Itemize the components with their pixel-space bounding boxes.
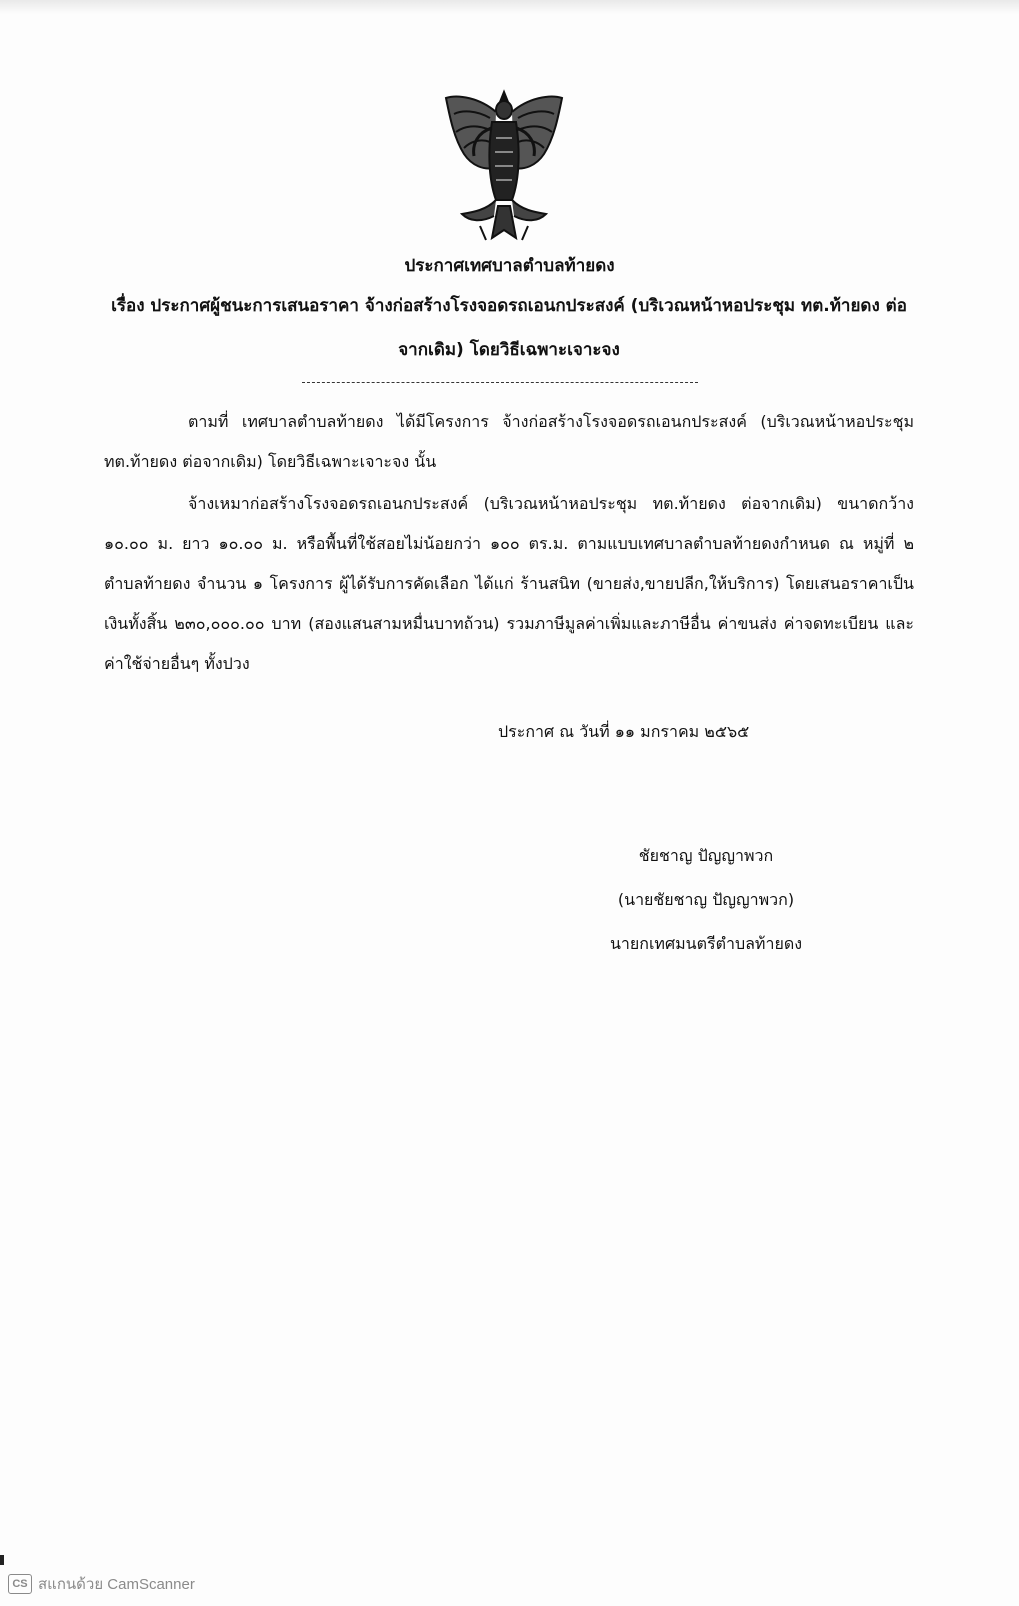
subject-line-1: เรื่อง ประกาศผู้ชนะการเสนอราคา จ้างก่อสร้างโรงจอดรถเอนกประสงค์ (บริเวณหน้าหอประชุม ทต.ท้ายดง ต่อ <box>111 296 907 316</box>
camscanner-watermark <box>8 1572 195 1596</box>
watermark-text: สแกนด้วย CamScanner <box>38 1576 195 1593</box>
announcement-subject <box>104 284 914 372</box>
body-paragraph-1: ตามที่ เทศบาลตำบลท้ายดง ได้มีโครงการ จ้างก่อสร้างโรงจอดรถเอนกประสงค์ (บริเวณหน้าหอประชุม ทต.ท้ายดง ต่อจากเดิม) โดยวิธีเฉพาะเจาะจง นั้น <box>104 412 914 471</box>
announcement-date: ประกาศ ณ วันที่ ๑๑ มกราคม ๒๕๖๕ <box>498 722 750 741</box>
signer-printed-name: (นายชัยชาญ ปัญญาพวก) <box>617 890 795 909</box>
signer-position: นายกเทศมนตรีตำบลท้ายดง <box>609 934 803 953</box>
scan-edge-shadow <box>0 0 1019 14</box>
divider-line <box>302 382 698 383</box>
signature-name: ชัยชาญ ปัญญาพวก <box>638 846 774 865</box>
body-paragraph-2: จ้างเหมาก่อสร้างโรงจอดรถเอนกประสงค์ (บริเวณหน้าหอประชุม ทต.ท้ายดง ต่อจากเดิม) ขนาดกว้าง ๑๐.๐๐ ม. ยาว ๑๐.๐๐ ม. หรือพื้นที่ใช้สอยไม่น้อยกว่า ๑๐๐ ตร.ม. ตามแบบเทศบาลตำบลท้ายดงกำหนด ณ หมู่ที่ ๒ ตำบลท้ายดง จำนวน ๑ โครงการ ผู้ได้รับการคัดเลือก ได้แก่ ร้านสนิท (ขายส่ง,ขายปลีก,ให้บริการ) โดยเสนอราคาเป็นเงินทั้งสิ้น ๒๓๐,๐๐๐.๐๐ บาท (สองแสนสามหมื่นบาทถ้วน) รวมภาษีมูลค่าเพิ่มและภาษีอื่น ค่าขนส่ง ค่าจดทะเบียน และค่าใช้จ่ายอื่นๆ ทั้งปวง <box>104 494 914 673</box>
subject-line-2: จากเดิม) โดยวิธีเฉพาะเจาะจง <box>398 340 620 360</box>
camscanner-logo-icon: CS <box>8 1574 32 1594</box>
garuda-emblem-icon <box>440 88 568 248</box>
announcement-title: ประกาศเทศบาลตำบลท้ายดง <box>404 256 615 276</box>
scan-edge-mark <box>0 1555 4 1565</box>
